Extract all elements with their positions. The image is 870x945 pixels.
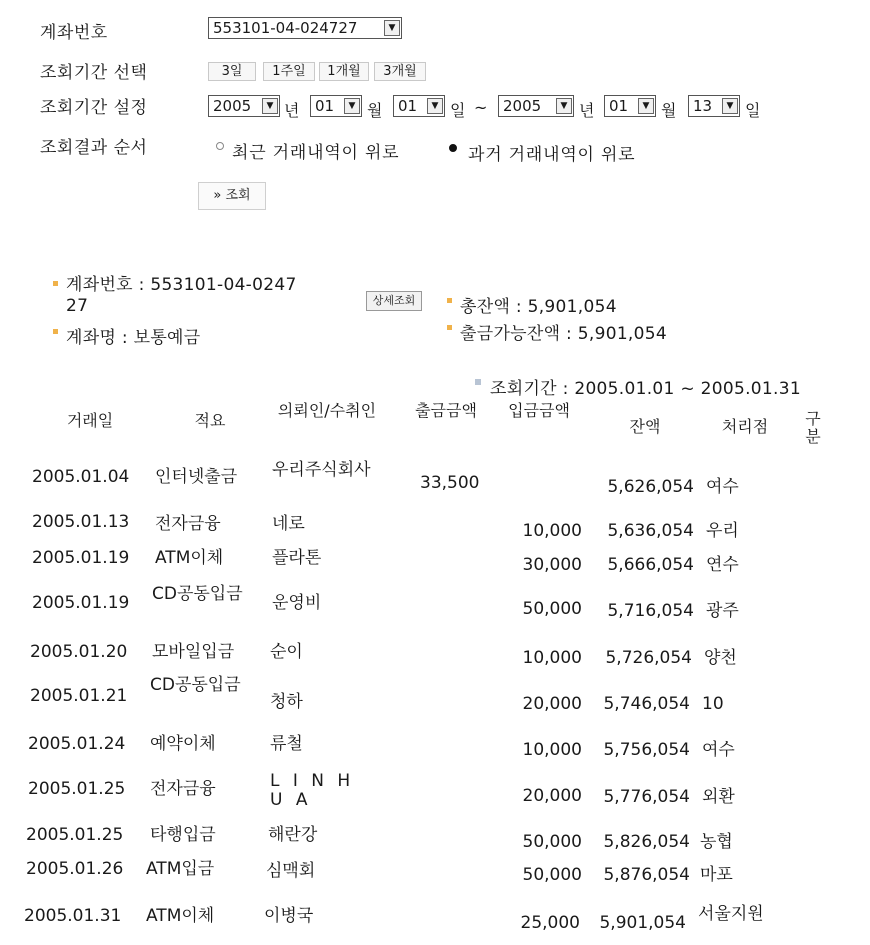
row-deposit: 10,000 — [522, 521, 582, 541]
chevron-down-icon: ▼ — [344, 98, 360, 114]
row-branch: 농협 — [700, 832, 733, 852]
account-label: 계좌번호 — [40, 23, 108, 43]
header-balance: 잔액 — [629, 417, 661, 436]
row-party: 순이 — [270, 642, 303, 662]
row-deposit: 50,000 — [522, 865, 582, 885]
row-deposit: 30,000 — [522, 555, 582, 575]
row-branch: 여수 — [706, 477, 739, 497]
row-description: ATM이체 — [155, 548, 224, 568]
row-party: 네로 — [272, 514, 305, 534]
period-3months-button[interactable]: 3개월 — [374, 62, 426, 81]
row-date: 2005.01.19 — [32, 593, 130, 613]
row-party: 플라톤 — [272, 548, 322, 568]
row-deposit: 10,000 — [522, 740, 582, 760]
chevron-down-icon: ▼ — [722, 98, 738, 114]
from-month-value: 01 — [315, 97, 335, 115]
date-range-tilde: ~ — [474, 98, 488, 117]
row-party: L I N H U A — [270, 771, 355, 810]
period-set-label: 조회기간 설정 — [40, 98, 148, 118]
row-balance: 5,666,054 — [607, 555, 694, 575]
row-description: 전자금융 — [150, 779, 216, 799]
chevron-down-icon: ▼ — [427, 98, 443, 114]
row-deposit: 50,000 — [522, 832, 582, 852]
row-date: 2005.01.04 — [32, 467, 130, 487]
row-balance: 5,826,054 — [603, 832, 690, 852]
bullet-icon — [475, 379, 481, 385]
row-branch: 외환 — [702, 787, 735, 807]
to-day-value: 13 — [693, 97, 713, 115]
row-balance: 5,746,054 — [603, 694, 690, 714]
row-date: 2005.01.24 — [28, 734, 126, 754]
chevron-down-icon: ▼ — [638, 98, 654, 114]
bullet-icon — [447, 298, 452, 303]
from-year-value: 2005 — [213, 97, 252, 115]
row-branch: 광주 — [706, 601, 739, 621]
row-date: 2005.01.26 — [26, 859, 124, 879]
header-party: 의뢰인/수취인 — [277, 401, 377, 420]
search-button[interactable]: » 조회 — [198, 182, 266, 210]
to-month-value: 01 — [609, 97, 629, 115]
row-withdrawal: 33,500 — [420, 473, 480, 493]
chevron-down-icon: ▼ — [384, 20, 400, 36]
row-deposit: 20,000 — [522, 694, 582, 714]
row-balance: 5,776,054 — [603, 787, 690, 807]
row-branch: 양천 — [704, 648, 737, 668]
header-branch: 처리점 — [721, 417, 769, 436]
row-description: 인터넷출금 — [155, 467, 238, 487]
header-date: 거래일 — [66, 411, 114, 430]
to-day-select[interactable] — [688, 95, 740, 117]
period-1month-button[interactable]: 1개월 — [319, 62, 369, 81]
row-description: 예약이체 — [150, 734, 216, 754]
row-branch: 마포 — [700, 865, 733, 885]
from-month-select[interactable] — [310, 95, 362, 117]
row-party: 우리주식회사 — [272, 460, 371, 480]
row-party: 청하 — [270, 692, 303, 712]
row-balance: 5,726,054 — [605, 648, 692, 668]
order-recent-label[interactable]: 최근 거래내역이 위로 — [232, 143, 400, 163]
row-deposit: 20,000 — [522, 786, 582, 806]
row-party: 류철 — [270, 734, 303, 754]
row-description: 전자금융 — [155, 514, 221, 534]
order-past-label[interactable]: 과거 거래내역이 위로 — [468, 145, 636, 165]
row-description: 모바일입금 — [152, 642, 235, 662]
detail-view-button[interactable]: 상세조회 — [366, 291, 422, 311]
period-3days-button[interactable]: 3일 — [208, 62, 256, 81]
summary-period: 조회기간 : 2005.01.01 ~ 2005.01.31 — [490, 379, 801, 399]
row-date: 2005.01.31 — [24, 906, 122, 926]
row-description: CD공동입금 — [152, 584, 243, 604]
row-balance: 5,716,054 — [607, 601, 694, 621]
summary-available-balance: 출금가능잔액 : 5,901,054 — [460, 324, 667, 344]
row-branch: 서울지원 — [698, 904, 764, 924]
to-year-value: 2005 — [503, 97, 542, 115]
row-date: 2005.01.25 — [26, 825, 124, 845]
from-month-unit: 월 — [367, 101, 383, 120]
row-deposit: 25,000 — [520, 913, 580, 933]
row-branch: 10 — [702, 694, 724, 714]
row-balance: 5,901,054 — [599, 913, 686, 933]
row-date: 2005.01.25 — [28, 779, 126, 799]
order-recent-radio[interactable] — [216, 142, 224, 150]
header-description: 적요 — [194, 411, 226, 430]
order-label: 조회결과 순서 — [40, 138, 148, 158]
row-date: 2005.01.21 — [30, 686, 128, 706]
row-date: 2005.01.13 — [32, 512, 130, 532]
bullet-icon — [53, 281, 58, 286]
chevron-down-icon: ▼ — [556, 98, 572, 114]
row-deposit: 50,000 — [522, 599, 582, 619]
row-date: 2005.01.19 — [32, 548, 130, 568]
to-year-select[interactable] — [498, 95, 574, 117]
row-branch: 우리 — [706, 521, 739, 541]
from-day-select[interactable] — [393, 95, 445, 117]
from-year-unit: 년 — [284, 101, 300, 120]
header-withdrawal: 출금금액 — [415, 401, 477, 420]
to-day-unit: 일 — [745, 101, 761, 120]
row-date: 2005.01.20 — [30, 642, 128, 662]
bullet-icon — [447, 325, 452, 330]
period-select-label: 조회기간 선택 — [40, 63, 148, 83]
header-deposit: 입금금액 — [508, 401, 570, 420]
bullet-icon — [53, 329, 58, 334]
account-select[interactable] — [208, 17, 402, 39]
row-deposit: 10,000 — [522, 648, 582, 668]
row-party: 이병국 — [264, 906, 314, 926]
row-party: 심맥회 — [266, 861, 316, 881]
row-party: 운영비 — [272, 593, 322, 613]
from-day-unit: 일 — [450, 101, 466, 120]
row-balance: 5,636,054 — [607, 521, 694, 541]
summary-account-name: 계좌명 : 보통예금 — [66, 328, 201, 348]
period-1week-button[interactable]: 1주일 — [263, 62, 315, 81]
row-branch: 여수 — [702, 740, 735, 760]
from-year-select[interactable] — [208, 95, 280, 117]
to-month-unit: 월 — [661, 101, 677, 120]
summary-account-number: 계좌번호 : 553101-04-024727 — [66, 275, 297, 316]
summary-total-balance: 총잔액 : 5,901,054 — [460, 297, 617, 317]
row-balance: 5,876,054 — [603, 865, 690, 885]
header-type: 구분 — [805, 409, 821, 446]
row-description: ATM이체 — [146, 906, 215, 926]
row-description: 타행입금 — [150, 825, 216, 845]
row-party: 해란강 — [268, 825, 318, 845]
row-balance: 5,626,054 — [607, 477, 694, 497]
row-balance: 5,756,054 — [603, 740, 690, 760]
row-branch: 연수 — [706, 555, 739, 575]
to-month-select[interactable] — [604, 95, 656, 117]
row-description: ATM입금 — [146, 859, 215, 879]
to-year-unit: 년 — [579, 101, 595, 120]
row-description: CD공동입금 — [150, 675, 241, 695]
chevron-down-icon: ▼ — [262, 98, 278, 114]
order-past-radio[interactable] — [449, 144, 457, 152]
account-select-value: 553101-04-024727 — [213, 19, 358, 37]
from-day-value: 01 — [398, 97, 418, 115]
